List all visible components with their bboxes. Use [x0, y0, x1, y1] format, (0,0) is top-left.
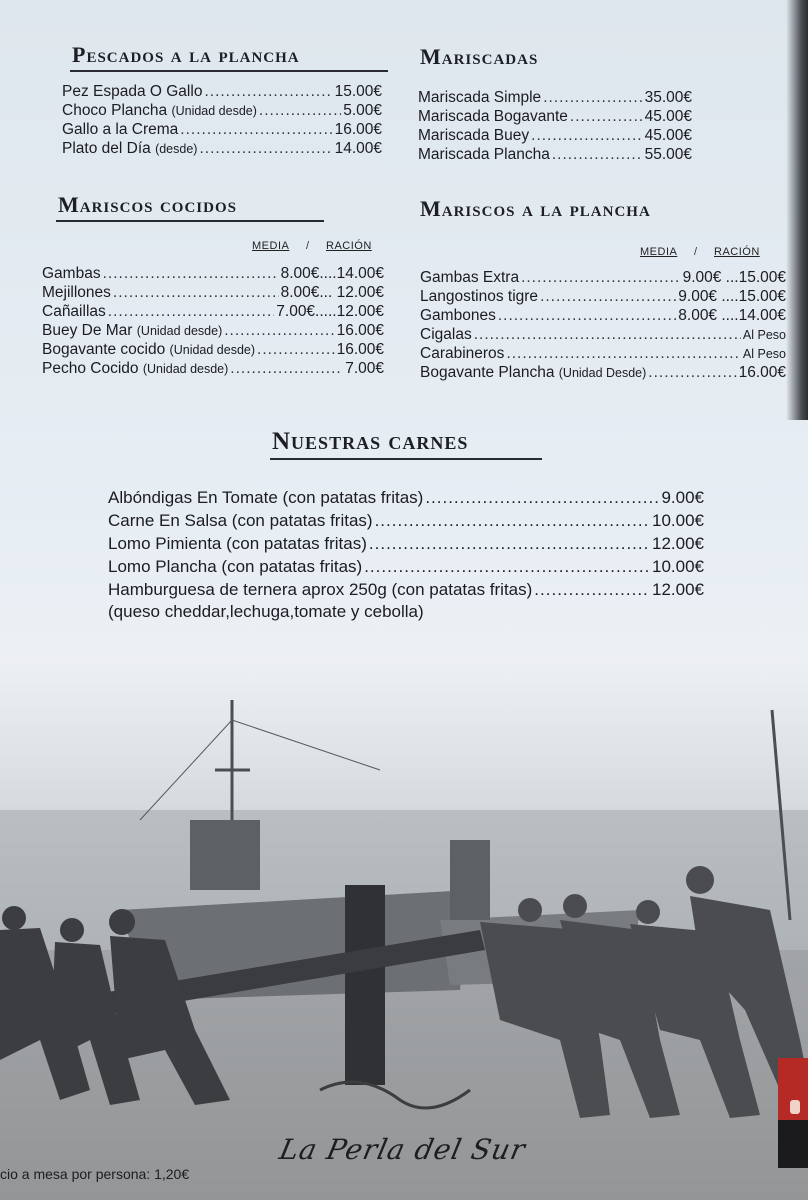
cocidos-underline: [56, 220, 324, 222]
item-price: 9.00€ ....15.00€: [678, 288, 786, 305]
fishermen-boat-photo: [0, 660, 808, 1200]
item-name: Plato del Día: [62, 140, 151, 157]
menu-item: Buey De Mar (Unidad desde) ..... 16.00€: [42, 321, 384, 340]
dark-tab: [778, 1120, 808, 1168]
plancha-title: Mariscos a la plancha: [420, 196, 651, 221]
item-price: 9.00€: [661, 488, 704, 507]
col-separator: /: [306, 240, 310, 252]
pescados-list: [62, 82, 382, 158]
item-price: 10.00€: [652, 511, 704, 530]
item-note: (Unidad desde): [142, 362, 229, 376]
menu-item: Mariscada Buey ..... 45.00€: [418, 126, 692, 145]
item-note: (Unidad desde): [171, 104, 257, 118]
cocidos-title: Mariscos cocidos: [58, 192, 237, 217]
item-price: 14.00€: [334, 140, 382, 157]
item-note: (Unidad Desde): [558, 366, 647, 380]
pescados-title: Pescados a la plancha: [72, 42, 300, 67]
cocidos-list: [42, 264, 384, 378]
item-price: 16.00€: [738, 364, 786, 381]
item-note: (Unidad desde): [136, 324, 223, 338]
carnes-title: Nuestras carnes: [272, 428, 469, 455]
menu-item: Carne En Salsa (con patatas fritas) ..... 10.00€: [108, 509, 704, 532]
menu-item: Carabineros ..... Al Peso: [420, 344, 786, 363]
menu-item: Mejillones ..... 8.00€... 12.00€: [42, 283, 384, 302]
item-price: 35.00€: [644, 89, 692, 106]
menu-item: Bogavante Plancha (Unidad Desde) ..... 16.00€: [420, 363, 786, 382]
page-edge-shadow: [786, 0, 808, 420]
menu-item: Langostinos tigre ..... 9.00€ ....15.00€: [420, 287, 786, 306]
item-price: 8.00€... 12.00€: [280, 284, 384, 301]
item-price: 5.00€: [343, 102, 382, 119]
menu-item: Gambas Extra ..... 9.00€ ...15.00€: [420, 268, 786, 287]
menu-item: Bogavante cocido (Unidad desde) ..... 16.00€: [42, 340, 384, 359]
item-price: 45.00€: [644, 127, 692, 144]
col-separator: /: [694, 246, 698, 258]
item-name: Gallo a la Crema: [62, 121, 179, 138]
item-price: 16.00€: [334, 121, 382, 138]
col-racion: RACIÓN: [714, 246, 760, 258]
item-price: Al Peso: [742, 328, 786, 342]
item-note: (desde): [155, 142, 198, 156]
item-price: 12.00€: [652, 534, 704, 553]
carnes-list: [108, 486, 704, 601]
item-price: 9.00€ ...15.00€: [682, 269, 786, 286]
menu-item: [62, 101, 382, 120]
menu-item: Cigalas ..... Al Peso: [420, 325, 786, 344]
item-name: Pez Espada O Gallo: [62, 83, 203, 100]
item-price: Al Peso: [742, 347, 786, 361]
item-price: 8.00€....14.00€: [280, 265, 384, 282]
mariscadas-title: Mariscadas: [420, 44, 539, 69]
carnes-underline: [270, 458, 542, 460]
item-price: 55.00€: [644, 146, 692, 163]
menu-item: Cañaillas ..... 7.00€.....12.00€: [42, 302, 384, 321]
carnes-note: (queso cheddar,lechuga,tomate y cebolla): [108, 602, 424, 621]
signature-logo: La Perla del Sur: [276, 1133, 529, 1166]
menu-item: Hamburguesa de ternera aprox 250g (con patatas fritas) ..... 12.00€: [108, 578, 704, 601]
menu-item: Mariscada Plancha ..... 55.00€: [418, 145, 692, 164]
menu-item: Lomo Plancha (con patatas fritas) ..... 10.00€: [108, 555, 704, 578]
item-note: (Unidad desde): [169, 343, 256, 357]
menu-item: Albóndigas En Tomate (con patatas fritas) ..... 9.00€: [108, 486, 704, 509]
item-price: 8.00€ ....14.00€: [678, 307, 786, 324]
item-price: 7.00€.....12.00€: [276, 303, 384, 320]
mariscadas-list: [418, 88, 692, 164]
item-price: 45.00€: [644, 108, 692, 125]
col-media: MEDIA: [252, 240, 290, 252]
menu-item: [62, 82, 382, 101]
plancha-list: [420, 268, 786, 382]
menu-item: Lomo Pimienta (con patatas fritas) ..... 12.00€: [108, 532, 704, 555]
item-price: 16.00€: [336, 322, 384, 339]
menu-item: Gambones ..... 8.00€ ....14.00€: [420, 306, 786, 325]
col-media: MEDIA: [640, 246, 678, 258]
pescados-underline: [70, 70, 388, 72]
menu-item: [62, 139, 382, 158]
item-price: 10.00€: [652, 557, 704, 576]
menu-item: Pecho Cocido (Unidad desde) ..... 7.00€: [42, 359, 384, 378]
col-racion: RACIÓN: [326, 240, 372, 252]
item-price: 15.00€: [334, 83, 382, 100]
footer-note: cio a mesa por persona: 1,20€: [0, 1166, 190, 1182]
menu-item: Gambas ..... 8.00€....14.00€: [42, 264, 384, 283]
item-price: 16.00€: [336, 341, 384, 358]
menu-item: [62, 120, 382, 139]
item-price: 7.00€: [345, 360, 384, 377]
menu-item: Mariscada Bogavante ..... 45.00€: [418, 107, 692, 126]
menu-item: Mariscada Simple ..... 35.00€: [418, 88, 692, 107]
item-price: 12.00€: [652, 580, 704, 599]
brand-logo-icon: [790, 1100, 800, 1114]
item-name: Choco Plancha: [62, 102, 168, 119]
